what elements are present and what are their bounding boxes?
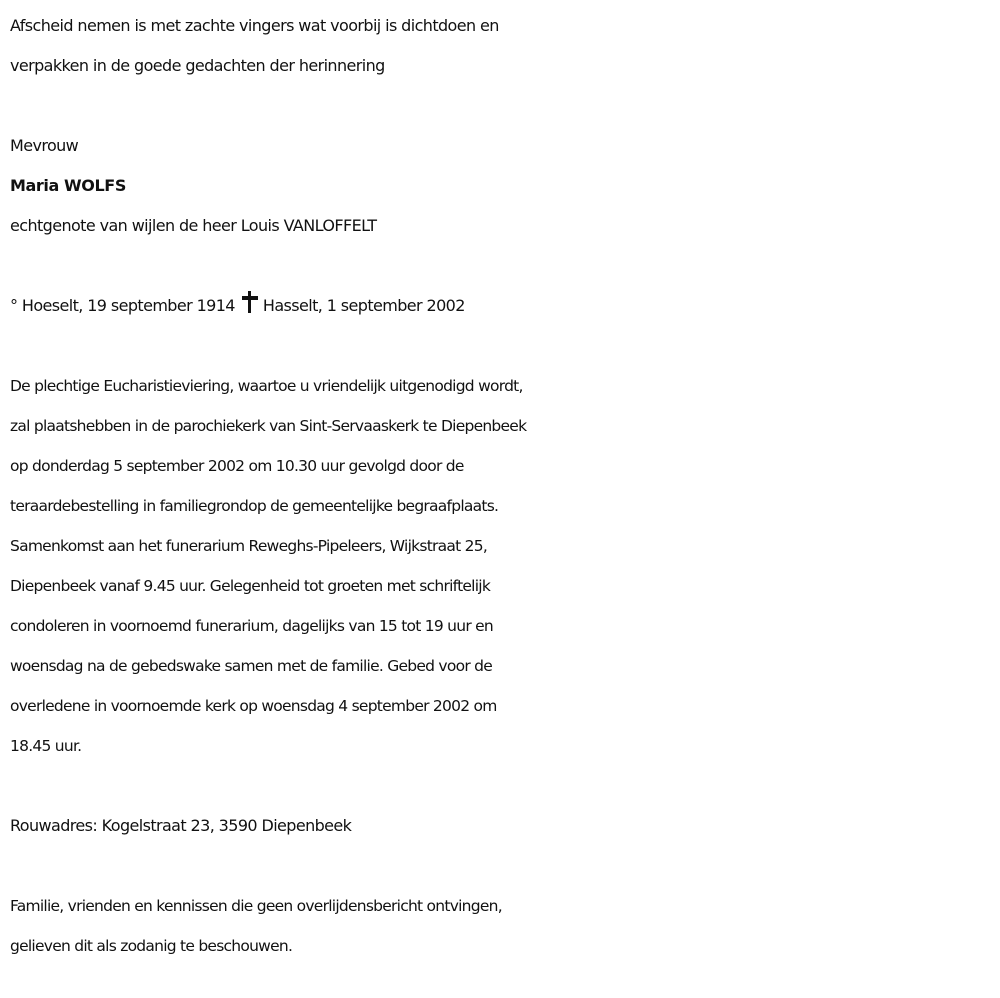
ceremony-line: Samenkomst aan het funerarium Reweghs-Pipeleers, Wijkstraat 25, bbox=[10, 537, 488, 555]
death-date: Hasselt, 1 september 2002 bbox=[262, 296, 465, 315]
ceremony-line: Diepenbeek vanaf 9.45 uur. Gelegenheid tot groeten met schriftelijk bbox=[10, 577, 491, 595]
ceremony-line: De plechtige Eucharistieviering, waartoe u vriendelijk uitgenodigd wordt, bbox=[10, 377, 523, 395]
spacer bbox=[10, 326, 995, 366]
spacer bbox=[10, 246, 995, 286]
ceremony-line: zal plaatshebben in de parochiekerk van Sint-Servaaskerk te Diepenbeek bbox=[10, 417, 527, 435]
closing-line: Familie, vrienden en kennissen die geen overlijdensbericht ontvingen, bbox=[10, 897, 502, 915]
ceremony-line: woensdag na de gebedswake samen met de familie. Gebed voor de bbox=[10, 657, 492, 675]
ceremony-line: condoleren in voornoemd funerarium, dagelijks van 15 tot 19 uur en bbox=[10, 617, 493, 635]
spacer bbox=[10, 766, 995, 806]
ceremony-line: overledene in voornoemde kerk op woensdag 4 september 2002 om bbox=[10, 697, 497, 715]
closing-note bbox=[10, 886, 995, 966]
spouse-line: echtgenote van wijlen de heer Louis VANLOFFELT bbox=[10, 216, 377, 235]
life-dates bbox=[10, 286, 995, 326]
birth-date: ° Hoeselt, 19 september 1914 bbox=[10, 296, 235, 315]
salutation: Mevrouw bbox=[10, 136, 79, 155]
obituary-notice bbox=[10, 6, 995, 966]
motto bbox=[10, 6, 995, 86]
motto-line: verpakken in de goede gedachten der herinnering bbox=[10, 56, 385, 75]
mourning-address: Rouwadres: Kogelstraat 23, 3590 Diepenbeek bbox=[10, 816, 352, 835]
spacer bbox=[10, 86, 995, 126]
cross-icon bbox=[241, 291, 259, 313]
spacer bbox=[10, 846, 995, 886]
motto-line: Afscheid nemen is met zachte vingers wat voorbij is dichtdoen en bbox=[10, 16, 499, 35]
ceremony-line: op donderdag 5 september 2002 om 10.30 uur gevolgd door de bbox=[10, 457, 464, 475]
deceased-name: Maria WOLFS bbox=[10, 176, 126, 195]
closing-line: gelieven dit als zodanig te beschouwen. bbox=[10, 937, 293, 955]
ceremony-line: teraardebestelling in familiegrondop de gemeentelijke begraafplaats. bbox=[10, 497, 499, 515]
ceremony-paragraph bbox=[10, 366, 995, 766]
ceremony-line: 18.45 uur. bbox=[10, 737, 82, 755]
